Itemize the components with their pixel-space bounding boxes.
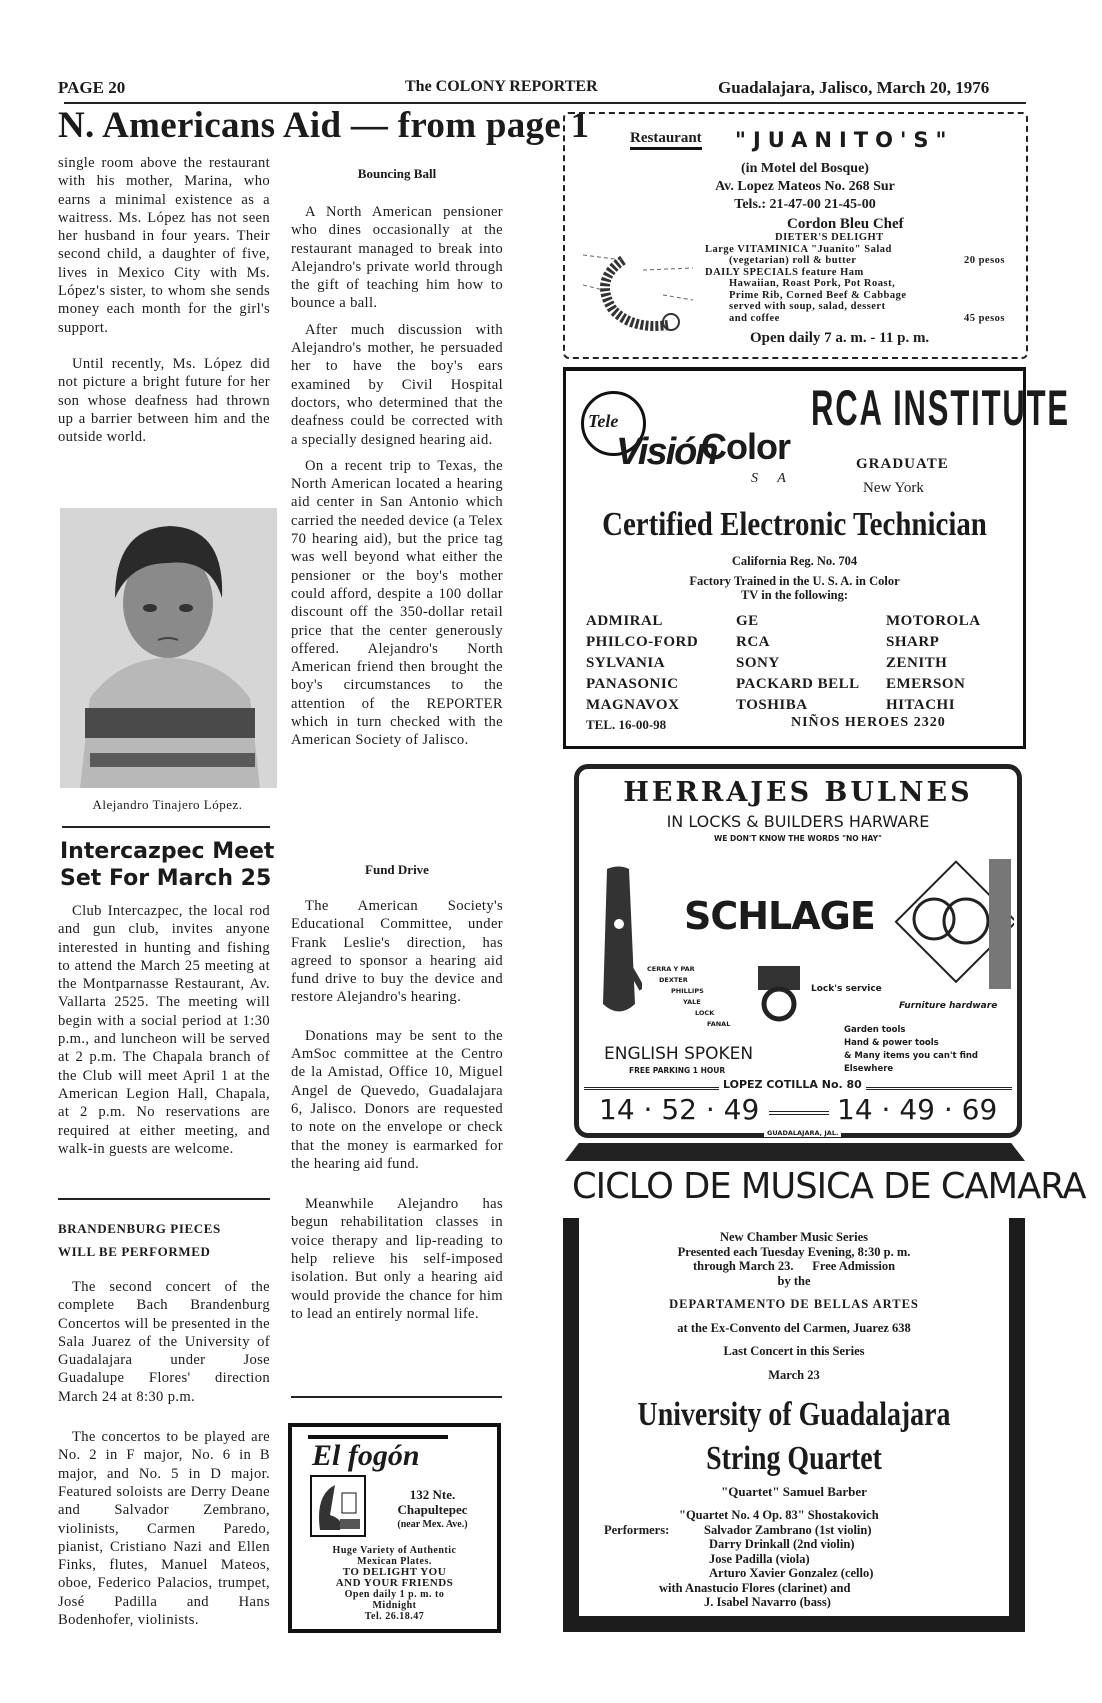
text-line: Av. Lopez Mateos No. 268 Sur (715, 179, 895, 194)
page-number: PAGE 20 (58, 78, 126, 97)
list-item: PHILCO-FORD (586, 634, 699, 650)
herrajes-name: HERRAJES BULNES (623, 777, 973, 808)
menu-line: served with soup, salad, dessert (729, 301, 886, 312)
text-line: Tels.: 21-47-00 21-45-00 (734, 197, 876, 212)
text-line: New Chamber Music Series (719, 1230, 868, 1244)
paragraph: Donations may be sent to the AmSoc committee at the Centro de la Amistad, Office 10, Miguel Angel de Quevedo, Guadalajara 6, Jalisco. Donors are requested to note on the envelope or check that the money is earmarked for the hearing aid fund. (291, 1027, 503, 1172)
list-item: PHILLIPS (671, 987, 704, 995)
el-fogon-logo: El fogón (312, 1439, 420, 1472)
concert-intro (579, 1230, 1009, 1382)
list-item: LOCK (695, 1009, 715, 1017)
address-line: (near Mex. Ave.) (397, 1519, 468, 1530)
list-item: DEXTER (659, 976, 688, 984)
juanitos-menu (705, 232, 1005, 324)
tools-list (844, 1024, 978, 1076)
performer: Jose Padilla (viola) (709, 1551, 810, 1566)
price: 20 pesos (963, 255, 1005, 266)
rca-ny: New York (863, 480, 924, 496)
subhead-fund-drive: Fund Drive (365, 862, 429, 877)
list-item: RCA (736, 634, 770, 650)
text-line: Factory Trained in the U. S. A. in Color (689, 574, 900, 588)
herrajes-tel2: 14 · 49 · 69 (837, 1093, 998, 1126)
list-item: PACKARD BELL (736, 676, 860, 692)
rca-ad (563, 367, 1070, 749)
paragraph: single room above the restaurant with his mother, Marina, who earns a minimal existence as a waitress. Ms. López has not seen her husband in four years. Their second child, a daughter of five, lives in Mexico City with Ms. López's sister, to whom she sends money each month for the girl's support. (58, 155, 270, 336)
divider (291, 1396, 502, 1398)
headline-line: BRANDENBURG PIECES (58, 1221, 221, 1236)
story-col2a (291, 203, 503, 750)
lock-makers (647, 964, 730, 1030)
performers-label: Performers: (604, 1522, 670, 1537)
story-col2b (291, 897, 503, 1323)
paragraph: On a recent trip to Texas, the North American located a hearing aid center in San Antonio which carried the needed device (a Telex 70 hearing aid), but the price tag was well beyond what either the pensioner or the boy's mother could afford, despite a 100 dollar discount off the 350-dollar retail price that the center generously offered. Alejandro's North American friend then brought the boy's circumstances to the attention of the REPORTER which in turn checked with the American Society of Jalisco. (291, 457, 503, 749)
menu-line: Large VITAMINICA "Juanito" Salad (705, 243, 892, 255)
juanitos-label: Restaurant (630, 130, 702, 150)
fogon-details (292, 1545, 497, 1622)
juanitos-address (640, 160, 970, 214)
list-item: YALE (683, 998, 701, 1006)
herrajes-tagline: IN LOCKS & BUILDERS HARWARE (666, 812, 930, 831)
paragraph: Until recently, Ms. López did not picture a bright future for her son whose deafness had thrown up a barrier between him and the outside world. (58, 355, 270, 446)
list-item: ZENITH (886, 655, 948, 671)
rca-training (566, 554, 1023, 602)
menu-line: Hawaiian, Roast Pork, Pot Roast, (729, 278, 896, 289)
herrajes-tagline2: WE DON'T KNOW THE WORDS "NO HAY" (714, 834, 882, 843)
schlage-brand: SCHLAGE (684, 894, 875, 938)
paragraph: The second concert of the complete Bach Brandenburg Concertos will be presented in the Sala Juarez of the University of Guadalajara under Jose Guadalupe Flores' direction March 24 at 8:30 p.m. (58, 1279, 270, 1405)
list-item: Elsewhere (844, 1064, 894, 1074)
text-line: at the Ex-Convento del Carmen, Juarez 638 (677, 1320, 911, 1335)
menu-line: Prime Rib, Corned Beef & Cabbage (729, 289, 907, 301)
text-line: Open daily 1 p. m. to (344, 1589, 445, 1600)
concert-headline (618, 1393, 971, 1481)
furniture-hardware: Furniture hardware (899, 1001, 998, 1011)
herrajes-address: LOPEZ COTILLA No. 80 (719, 1078, 866, 1091)
cook-illustration-icon (310, 1475, 366, 1537)
performer: Darry Drinkall (2nd violin) (709, 1537, 855, 1551)
photo-caption: Alejandro Tinajero López. (92, 797, 243, 812)
logo-vision: Visión (616, 431, 717, 473)
paragraph: Club Intercazpec, the local rod and gun club, invites anyone interested in hunting and fishing to attend the March 25 meeting at the Montparnasse Restaurant, Av. Vallarta 2525. The meeting will begin with a social period at 1:30 p.m., and luncheon will be served at 2 p.m. The Chapala branch of the Club will meet April 1 at the American Legion Hall, Chapala, at 2 p.m. No reservations are required at either meeting, and walk-in guests are welcome. (58, 903, 270, 1157)
el-fogon-ad (288, 1423, 501, 1633)
text-line: AND YOUR FRIENDS (335, 1577, 454, 1589)
locks-service: Lock's service (811, 984, 882, 994)
concert-top-bar (565, 1143, 1025, 1161)
door-knocker-icon (754, 964, 804, 1024)
list-item: & Many items you can't find (844, 1051, 979, 1061)
address-line: 132 Nte. (409, 1487, 456, 1502)
program-2: "Quartet No. 4 Op. 83" Shostakovich (679, 1508, 879, 1522)
performer: Arturo Xavier Gonzalez (cello) (709, 1566, 874, 1580)
door-handle-icon (597, 864, 642, 1019)
performer: J. Isabel Navarro (bass) (704, 1595, 831, 1609)
text-line: through March 23. Free Admission (692, 1259, 896, 1273)
herrajes-city: GUADALAJARA, JAL. (764, 1129, 841, 1137)
juanitos-hours: Open daily 7 a. m. - 11 p. m. (750, 330, 930, 346)
divider (58, 1198, 270, 1200)
text-line: Huge Variety of Authentic (332, 1545, 457, 1556)
rca-address: NIÑOS HEROES 2320 (791, 715, 946, 730)
story-col1 (58, 154, 270, 446)
list-item: FANAL (707, 1020, 731, 1028)
text-line: Mexican Plates. (357, 1556, 432, 1567)
menu-line: DAILY SPECIALS feature Ham (705, 266, 864, 278)
fogon-tel: Tel. 26.18.47 (364, 1611, 425, 1622)
text-line: Presented each Tuesday Evening, 8:30 p. m. (677, 1244, 911, 1259)
headline-line: String Quartet (706, 1440, 882, 1477)
dateline: Guadalajara, Jalisco, March 20, 1976 (718, 78, 990, 97)
list-item: EMERSON (886, 676, 966, 692)
headline-line: University of Guadalajara (637, 1396, 951, 1433)
list-item: TOSHIBA (736, 697, 808, 713)
logo-color: Color (701, 426, 790, 467)
list-item: Garden tools (844, 1025, 906, 1035)
text-line: Midnight (372, 1600, 417, 1611)
photo-boy (60, 508, 277, 788)
text-line: by the (777, 1273, 811, 1288)
paragraph: The concertos to be played are No. 2 in F major, No. 6 in B major, and No. 5 in D major. Featured soloists are Derry Deane and Salvador Zembrano, violinists, Carmen Paredo, pianist, Cristiano Nazi and Ellen Finks, flutes, Manuel Mateos, oboe, Federico Palacios, trumpet, José Padilla and Hans Bodenhofer, violinists. (58, 1429, 270, 1629)
list-item: SHARP (886, 634, 940, 650)
concert-performers (604, 1508, 1004, 1610)
herrajes-tel1: 14 · 52 · 49 (599, 1093, 760, 1126)
rca-brand-list (586, 611, 1016, 716)
text-line: DEPARTAMENTO DE BELLAS ARTES (669, 1297, 919, 1311)
list-item: SYLVANIA (586, 655, 666, 671)
paper-name: The COLONY REPORTER (405, 78, 598, 95)
brandenburg-story (58, 1278, 270, 1629)
program-1: "Quartet" Samuel Barber (721, 1484, 867, 1499)
list-item: ADMIRAL (586, 613, 663, 629)
list-item: Hand & power tools (844, 1038, 939, 1048)
headline-line: WILL BE PERFORMED (58, 1244, 211, 1259)
list-item: PANASONIC (586, 676, 679, 692)
text-line: TV in the following: (740, 588, 849, 602)
rca-cert: Certified Electronic Technician (602, 506, 987, 543)
rca-graduate: GRADUATE (856, 456, 949, 472)
fish-illustration-icon (583, 240, 693, 335)
juanitos-name: "JUANITO'S" (735, 128, 954, 152)
rca-title: RCA INSTITUTE (811, 380, 1070, 436)
fogon-address (370, 1487, 495, 1532)
logo-tele: Tele (588, 411, 619, 431)
text-line: California Reg. No. 704 (731, 554, 858, 568)
headline: N. Americans Aid — from page 1 (58, 105, 590, 146)
list-item: MAGNAVOX (586, 697, 680, 713)
text-line: March 23 (768, 1367, 820, 1382)
list-item: MOTOROLA (886, 613, 981, 629)
address-line: Chapultepec (397, 1502, 468, 1517)
menu-line: DIETER'S DELIGHT (775, 232, 884, 243)
text-line: TO DELIGHT YOU (342, 1566, 447, 1578)
menu-line: and coffee (729, 312, 780, 324)
logo-sa: S A (751, 471, 794, 486)
free-parking: FREE PARKING 1 HOUR (629, 1066, 726, 1075)
english-spoken: ENGLISH SPOKEN (604, 1044, 754, 1064)
intercazpec-headline: Intercazpec Meet Set For March 25 (60, 839, 275, 891)
price: 45 pesos (963, 312, 1005, 324)
intercazpec-story (58, 902, 270, 1158)
paragraph: The American Society's Educational Committee, under Frank Leslie's direction, has agreed to sponsor a hearing aid fund drive to buy the device and restore Alejandro's hearing. (291, 898, 503, 1006)
menu-line: (vegetarian) roll & butter (729, 255, 857, 266)
list-item: GE (736, 613, 759, 629)
juanitos-chef: Cordon Bleu Chef (787, 216, 904, 232)
text-line: (in Motel del Bosque) (741, 161, 869, 176)
divider (62, 826, 270, 828)
brandenburg-headline (58, 1217, 221, 1263)
paragraph: After much discussion with Alejandro's mother, he persuaded her to have the boy's ears examined by Civil Hospital doctors, who determined that the deafness could be corrected with a specially designed hearing aid. (291, 321, 503, 448)
paragraph: A North American pensioner who dines occasionally at the restaurant managed to break into Alejandro's private world through the gift of teaching him how to bounce a ball. (291, 204, 503, 312)
performer: Salvador Zambrano (1st violin) (704, 1522, 872, 1537)
list-item: CERRA Y PAR (647, 965, 695, 973)
performer: with Anastucio Flores (clarinet) and (659, 1580, 851, 1595)
doorknob-icon (894, 849, 1014, 999)
herrajes-ad (574, 764, 1022, 1138)
paragraph: Meanwhile Alejandro has begun rehabilitation classes in voice therapy and lip-reading to help relieve his self-imposed isolation. But only a hearing aid would provide the chance for him to lead an entirely normal life. (291, 1196, 503, 1322)
rca-tel: TEL. 16-00-98 (586, 717, 667, 732)
subhead-bouncing-ball: Bouncing Ball (357, 166, 437, 181)
list-item: HITACHI (886, 697, 956, 713)
concert-title: CICLO DE MUSICA DE CAMARA (572, 1166, 1086, 1207)
text-line: Last Concert in this Series (723, 1344, 865, 1358)
concert-ad (563, 1218, 1025, 1632)
list-item: SONY (736, 655, 780, 671)
